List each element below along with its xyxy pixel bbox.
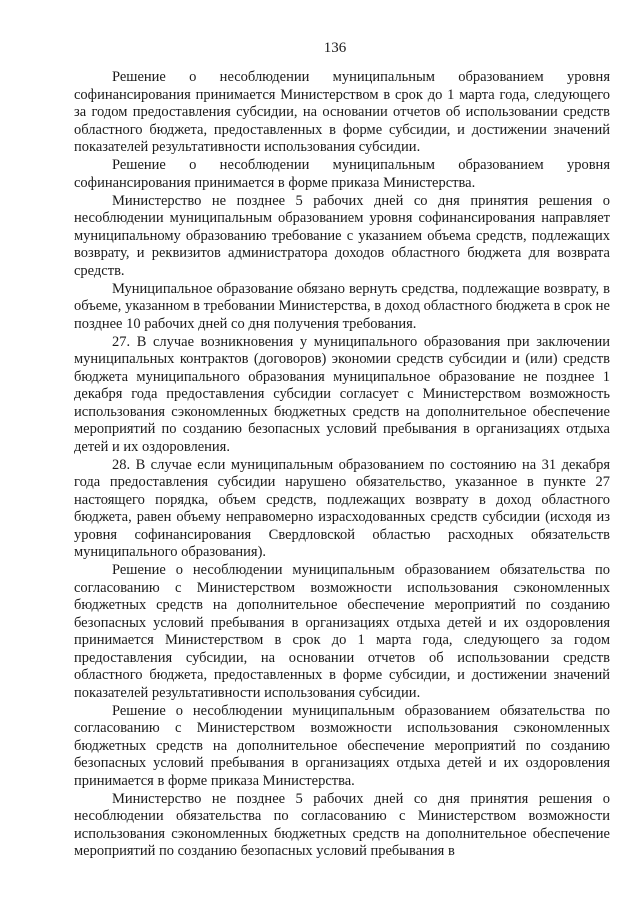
paragraph-municipality-return: Муниципальное образование обязано вернуть средства, подлежащие возврату, в объеме, указанном в требовании Министерства, в доход областного бюджета в срок не позднее 10 рабочих дней со дня получения требования. [74, 280, 610, 332]
paragraph-decision-cofinancing-form: Решение о несоблюдении муниципальным образованием уровня софинансирования принимается в форме приказа Министерства. [74, 157, 610, 191]
paragraph-decision-obligation-deadline: Решение о несоблюдении муниципальным образованием обязательства по согласованию с Министерством возможности использования сэкономленных бюджетных средств на дополнительное обеспечение мероприятий по созданию безопасных условий пребывания в организациях отдыха детей и их оздоровления принимается Министерством в срок до 1 марта года, следующего за годом предоставления субсидии, на основании отчетов об использовании средств областного бюджета, предоставленных в форме субсидии, и достижении значений показателей результативности использования субсидии. [74, 562, 610, 701]
paragraph-decision-obligation-form: Решение о несоблюдении муниципальным образованием обязательства по согласованию с Министерством возможности использования сэкономленных бюджетных средств на дополнительное обеспечение мероприятий по созданию безопасных условий пребывания в организациях отдыха детей и их оздоровления принимается в форме приказа Министерства. [74, 702, 610, 789]
paragraph-ministry-obligation-requirement: Министерство не позднее 5 рабочих дней со дня принятия решения о несоблюдении обязательства по согласованию с Министерством возможности использования сэкономленных бюджетных средств на дополнительное обеспечение мероприятий по созданию безопасных условий пребывания в [74, 790, 610, 859]
page-number: 136 [323, 40, 347, 56]
paragraph-item-27: 27. В случае возникновения у муниципального образования при заключении муниципальных контрактов (договоров) экономии средств субсидии и (или) средств бюджета муниципального образования муниципальное образование не позднее 1 декабря года предоставления субсидии согласует с Министерством возможность использования сэкономленных бюджетных средств на дополнительное обеспечение мероприятий по созданию безопасных условий пребывания в организациях отдыха детей и их оздоровления. [74, 333, 610, 455]
paragraph-decision-cofinancing-deadline: Решение о несоблюдении муниципальным образованием уровня софинансирования принимается Министерством в срок до 1 марта года, следующего за годом предоставления субсидии, на основании отчетов об использовании средств областного бюджета, предоставленных в форме субсидии, и достижении значений показателей результативности использования субсидии. [74, 69, 610, 155]
document-body [74, 69, 610, 861]
paragraph-item-28: 28. В случае если муниципальным образованием по состоянию на 31 декабря года предоставления субсидии нарушено обязательство, указанное в пункте 27 настоящего порядка, объем средств, подлежащих возврату в доход областного бюджета, равен объему неправомерно израсходованных средств субсидии (исходя из уровня софинансирования Свердловской областью расходных обязательств муниципального образования). [74, 456, 610, 560]
paragraph-ministry-requirement: Министерство не позднее 5 рабочих дней со дня принятия решения о несоблюдении муниципальным образованием уровня софинансирования направляет муниципальному образованию требование с указанием объема средств, подлежащих возврату, и реквизитов администратора доходов областного бюджета для возврата средств. [74, 192, 610, 279]
